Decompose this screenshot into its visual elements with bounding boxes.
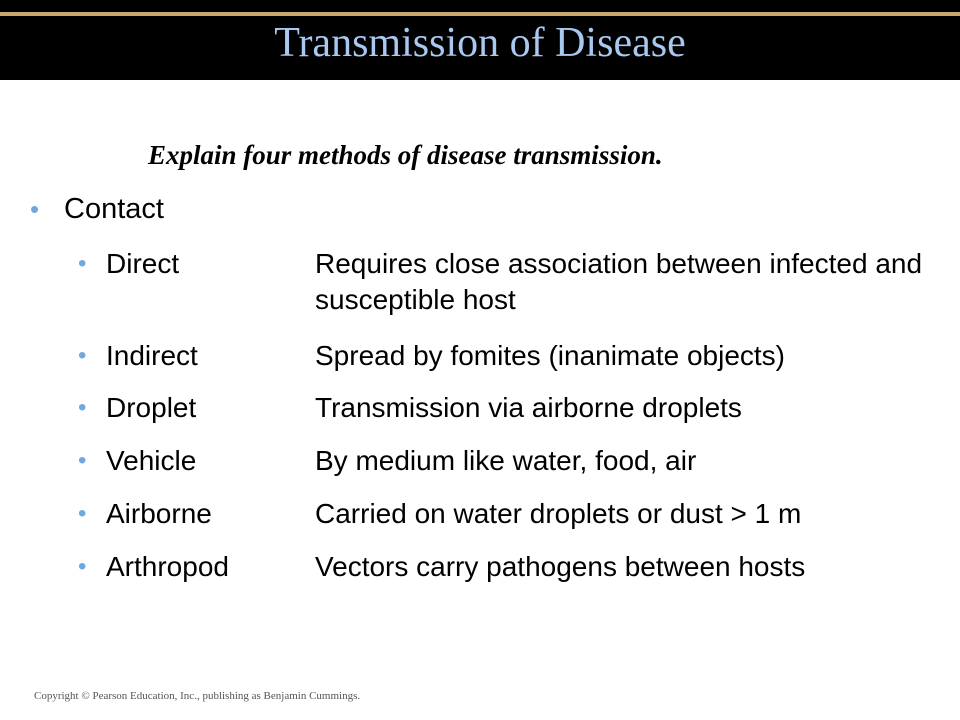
item-term: Vehicle xyxy=(106,445,197,476)
item-term: Direct xyxy=(106,248,180,279)
item-description: Spread by fomites (inanimate objects) xyxy=(315,340,785,371)
item-term: Arthropod xyxy=(106,551,229,582)
bullet-icon: • xyxy=(78,342,87,369)
bullet-icon: • xyxy=(78,394,87,421)
item-term: Indirect xyxy=(106,340,198,371)
bullet-icon: • xyxy=(78,447,87,474)
item-description: Transmission via airborne droplets xyxy=(315,392,742,423)
item-description: Requires close association between infected and susceptible host xyxy=(315,248,923,315)
slide-title: Transmission of Disease xyxy=(274,20,686,66)
item-term: Droplet xyxy=(106,392,197,423)
bullet-icon: • xyxy=(30,194,40,224)
item-description: By medium like water, food, air xyxy=(315,445,697,476)
bullet-icon: • xyxy=(78,250,87,277)
topic-label: Contact xyxy=(64,193,164,225)
topic-contact xyxy=(30,190,164,228)
title-accent-rule xyxy=(0,12,960,16)
slide-objective: Explain four methods of disease transmission. xyxy=(148,140,663,170)
copyright-footer: Copyright © Pearson Education, Inc., publishing as Benjamin Cummings. xyxy=(34,690,361,702)
bullet-icon: • xyxy=(78,500,87,527)
bullet-icon: • xyxy=(78,553,87,580)
item-description: Vectors carry pathogens between hosts xyxy=(315,551,806,582)
item-term: Airborne xyxy=(106,498,212,529)
title-bar xyxy=(0,0,960,80)
item-description: Carried on water droplets or dust > 1 m xyxy=(315,498,802,529)
